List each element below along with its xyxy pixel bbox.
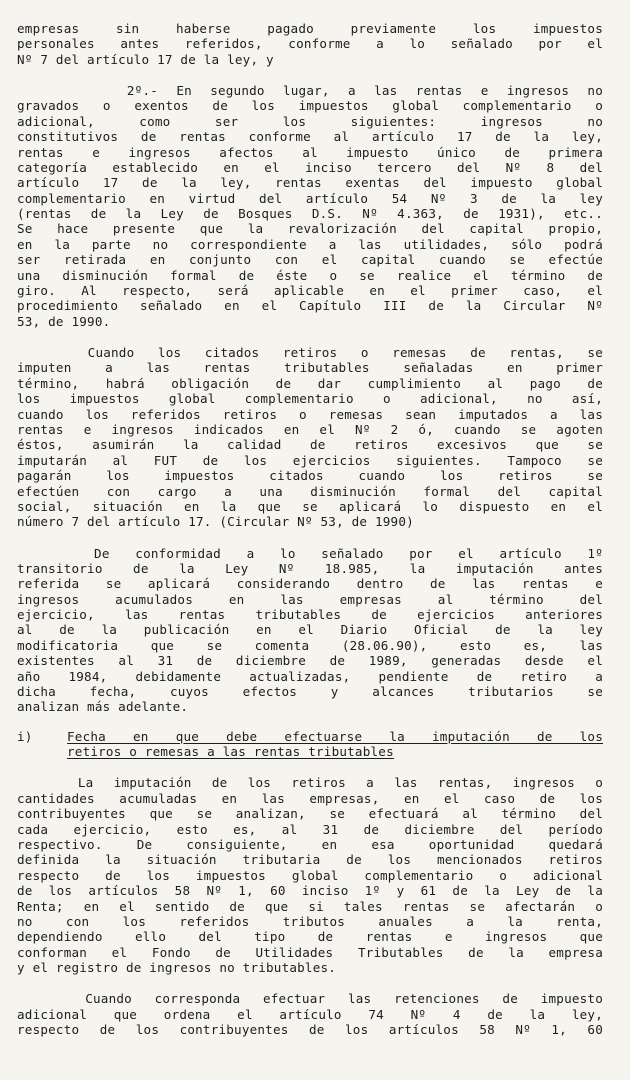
paragraph-conformity — [17, 546, 603, 715]
paragraph-imputation — [17, 775, 603, 975]
text-line: Cuando los citados retiros o remesas de rentas, se — [17, 345, 603, 361]
text-line: número 7 del artículo 17. (Circular Nº 53, de 1990) — [17, 514, 414, 530]
text-line: éstos, asumirán la calidad de retiros excesivos que se — [17, 437, 603, 453]
text-line: analizan más adelante. — [17, 699, 189, 715]
text-line: artículo 17 de la ley, rentas exentas del impuesto global — [17, 175, 603, 191]
text-line: 2º.- En segundo lugar, a las rentas e ingresos no — [17, 82, 603, 98]
text-line: 53, de 1990. — [17, 313, 111, 329]
text-line: adicional que ordena el artículo 74 Nº 4 de la ley, — [17, 1006, 603, 1022]
text-line: año 1984, debidamente actualizadas, pendiente de retiro a — [17, 668, 603, 684]
text-line: dicha fecha, cuyos efectos y alcances tributarios se — [17, 684, 603, 700]
text-line: respectivo. De consiguiente, en esa oportunidad quedará — [17, 836, 603, 852]
text-line: imputen a las rentas tributables señaladas en primer — [17, 360, 603, 376]
text-line: ingresos acumulados en las empresas al término del — [17, 591, 603, 607]
text-line: social, situación en la que se aplicará lo dispuesto en el — [17, 498, 603, 514]
text-line: pagarán los impuestos citados cuando los retiros se — [17, 468, 603, 484]
text-line: cada ejercicio, esto es, al 31 de diciembre del período — [17, 821, 603, 837]
text-line: La imputación de los retiros a las rentas, ingresos o — [17, 775, 603, 791]
paragraph-gap — [17, 715, 603, 729]
text-line: Nº 7 del artículo 17 de la ley, y — [17, 51, 274, 67]
text-line: término, habrá obligación de dar cumplimiento al pago de — [17, 375, 603, 391]
text-line: conforman el Fondo de Utilidades Tributables de la empresa — [17, 944, 603, 960]
text-line: no con los referidos tributos anuales a la renta, — [17, 913, 603, 929]
text-line: gravados o exentos de los impuestos global complementario o — [17, 98, 603, 114]
text-line: de los artículos 58 Nº 1, 60 inciso 1º y 61 de la Ley de la — [17, 883, 603, 899]
text-line: complementario en virtud del artículo 54 Nº 3 de la ley — [17, 190, 603, 206]
text-line: rentas e ingresos indicados en el Nº 2 ó, cuando se agoten — [17, 421, 603, 437]
text-line: De conformidad a lo señalado por el artículo 1º — [17, 545, 603, 561]
text-line: existentes al 31 de diciembre de 1989, generadas desde el — [17, 653, 603, 669]
paragraph-gap — [17, 329, 603, 345]
text-line: cuando los referidos retiros o remesas sean imputados a las — [17, 406, 603, 422]
text-line: adicional, como ser los siguientes: ingresos no — [17, 113, 603, 129]
text-line: rentas e ingresos afectos al impuesto único de primera — [17, 144, 603, 160]
text-line: cantidades acumuladas en las empresas, en el caso de los — [17, 790, 603, 806]
paragraph-gap — [17, 67, 603, 83]
text-line: efectúen con cargo a una disminución formal del capital — [17, 483, 603, 499]
text-line: modificatoria que se comenta (28.06.90), esto es, las — [17, 637, 603, 653]
text-line: referida se aplicará considerando dentro de las rentas e — [17, 576, 603, 592]
text-line: imputarán al FUT de los ejercicios siguientes. Tampoco se — [17, 452, 603, 468]
heading-line: retiros o remesas a las rentas tributables — [67, 744, 394, 760]
text-line: contribuyentes que se analizan, se efectuará al término del — [17, 806, 603, 822]
text-line: empresas sin haberse pagado previamente los impuestos — [17, 21, 603, 36]
text-line: personales antes referidos, conforme a lo señalado por el — [17, 36, 603, 52]
text-line: constitutivos de rentas conforme al artículo 17 de la ley, — [17, 129, 603, 145]
text-line: los impuestos global complementario o adicional, no así, — [17, 391, 603, 407]
text-line: ser retirada en conjunto con el capital cuando se efectúe — [17, 252, 603, 268]
text-line: Se hace presente que la revalorización del capital propio, — [17, 221, 603, 237]
paragraph-gap — [17, 760, 603, 776]
text-line: en la parte no correspondiente a las utilidades, sólo podrá — [17, 236, 603, 252]
document-text — [17, 21, 603, 1037]
paragraph-withdrawals — [17, 345, 603, 530]
text-line: una disminución formal de éste o se realice el término de — [17, 267, 603, 283]
text-line: respecto de los contribuyentes de los artículos 58 Nº 1, 60 — [17, 1022, 603, 1038]
text-line: categoría establecido en el inciso tercero del Nº 8 del — [17, 159, 603, 175]
text-line: y el registro de ingresos no tributables. — [17, 960, 337, 976]
text-line: Cuando corresponda efectuar las retenciones de impuesto — [17, 991, 603, 1007]
paragraph-continuation — [17, 21, 603, 67]
text-line: procedimiento señalado en el Capítulo III de la Circular Nº — [17, 298, 603, 314]
text-line: Renta; en el sentido de que si tales rentas se afectarán o — [17, 898, 603, 914]
text-line: al de la publicación en el Diario Oficial de la ley — [17, 622, 603, 638]
heading-number: i) — [17, 728, 33, 744]
paragraph-retentions — [17, 991, 603, 1037]
text-line: giro. Al respecto, será aplicable en el primer caso, el — [17, 283, 603, 299]
paragraph-second-place — [17, 83, 603, 329]
text-line: (rentas de la Ley de Bosques D.S. Nº 4.363, de 1931), etc.. — [17, 206, 603, 222]
text-line: respecto de los impuestos global complementario o adicional — [17, 867, 603, 883]
text-line: dependiendo ello del tipo de rentas e ingresos que — [17, 929, 603, 945]
text-line: ejercicio, las rentas tributables de ejercicios anteriores — [17, 607, 603, 623]
paragraph-gap — [17, 975, 603, 991]
text-line: transitorio de la Ley Nº 18.985, la imputación antes — [17, 560, 603, 576]
paragraph-gap — [17, 530, 603, 546]
section-heading — [17, 729, 603, 760]
heading-line: Fecha en que debe efectuarse la imputación de los — [67, 728, 603, 744]
text-line: definida la situación tributaria de los mencionados retiros — [17, 852, 603, 868]
